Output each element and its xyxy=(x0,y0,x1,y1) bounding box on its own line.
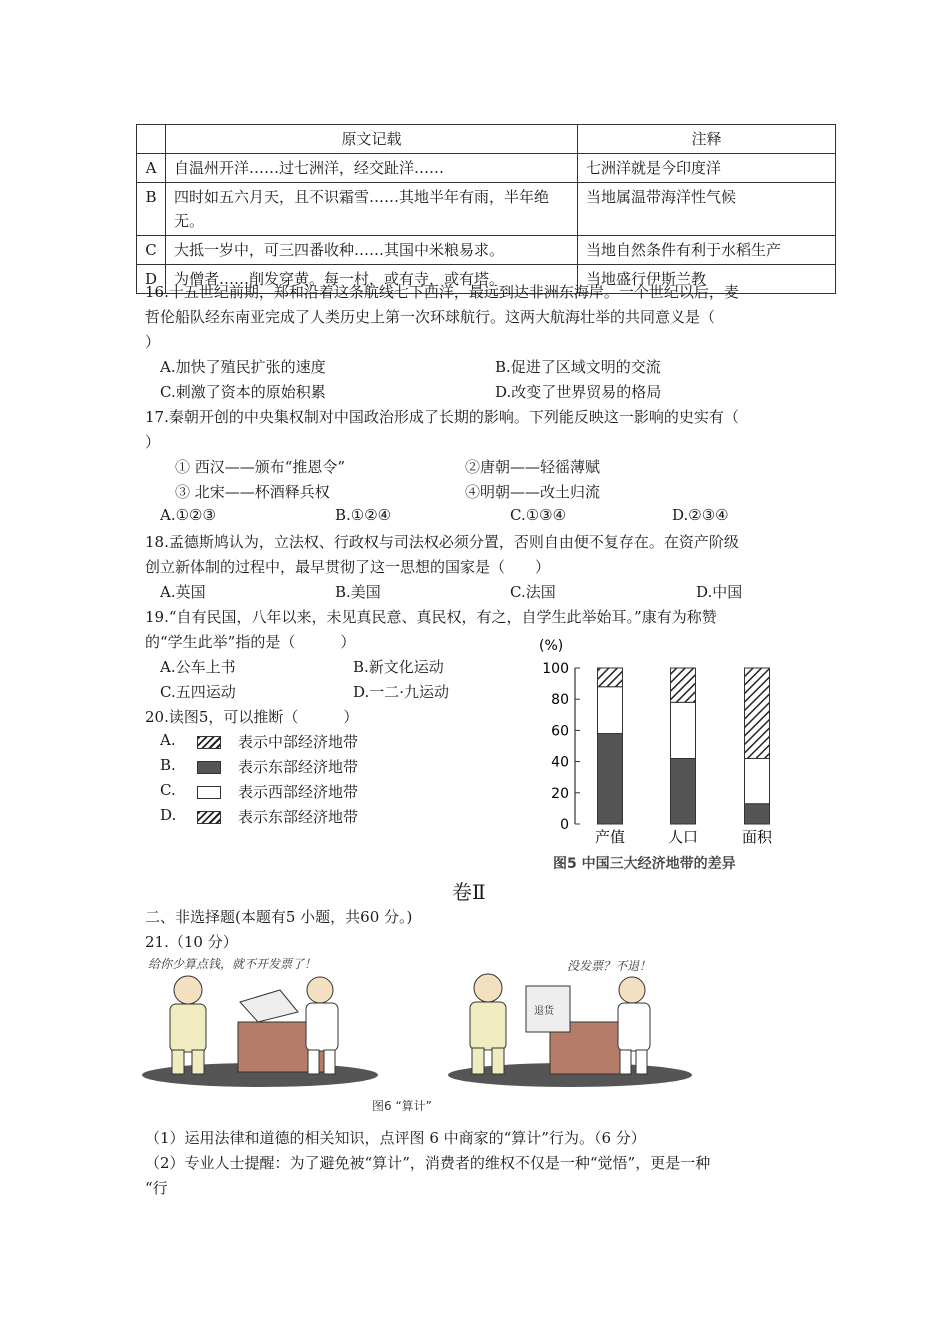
q17-item-3: ③ 北宋——杯酒释兵权 xyxy=(175,483,330,501)
legend-blank-swatch xyxy=(197,786,221,799)
x-category-label: 人口 xyxy=(667,828,699,846)
section-heading: 二、非选择题(本题有5 小题，共60 分。) xyxy=(145,908,413,926)
row-text: 大抵一岁中，可三四番收种……其国中米粮易求。 xyxy=(166,236,578,265)
table-row xyxy=(137,154,836,183)
left-speech-caption: 给你少算点钱，就不开发票了！ xyxy=(148,957,317,971)
q20-b-text: 表示东部经济地带 xyxy=(238,758,359,776)
y-tick-label: 100 xyxy=(542,661,569,677)
y-tick-label: 20 xyxy=(551,785,569,802)
q20-d-text: 表示东部经济地带 xyxy=(238,808,359,826)
q17-stem-line1: 17.秦朝开创的中央集权制对中国政治形成了长期的影响。下列能反映这一影响的史实有（ xyxy=(145,408,739,426)
q17-option-b: B.①②④ xyxy=(335,506,392,524)
bar-segment xyxy=(598,668,623,687)
bar-segment xyxy=(671,702,696,758)
bar-segment xyxy=(671,668,696,702)
q17-option-d: D.②③④ xyxy=(672,506,729,524)
q19-option-a: A.公车上书 xyxy=(160,658,236,676)
row-note: 当地自然条件有利于水稻生产 xyxy=(578,236,836,265)
q17-item-1: ① 西汉——颁布“推恩令” xyxy=(175,458,346,476)
x-category-label: 面积 xyxy=(741,828,773,846)
q16-stem-line2: 哲伦船队经东南亚完成了人类历史上第一次环球航行。这两大航海壮举的共同意义是（ xyxy=(145,308,716,326)
q20-a-text: 表示中部经济地带 xyxy=(238,733,359,751)
q19-stem-line2: 的“学生此举”指的是（ ） xyxy=(145,633,356,651)
row-note: 当地属温带海洋性气候 xyxy=(578,183,836,236)
q19-stem-line1: 19.“自有民国，八年以来，未见真民意、真民权，有之，自学生此举始耳。”康有为称赞 xyxy=(145,608,717,626)
right-scene-illustration xyxy=(448,974,692,1087)
y-tick-label: 80 xyxy=(551,692,569,709)
q21-sub2-line1: （2）专业人士提醒：为了避免被“算计”，消费者的维权不仅是一种“觉悟”，更是一种 xyxy=(145,1154,711,1172)
legend-solid-swatch xyxy=(197,761,221,774)
q20-d-letter: D. xyxy=(160,806,177,824)
q19-option-c: C.五四运动 xyxy=(160,683,236,701)
figure-caption: 图6 “算计” xyxy=(372,1099,432,1113)
stacked-bar-chart xyxy=(525,632,825,880)
table-header-blank xyxy=(137,125,166,154)
row-text: 四时如五六月天，且不识霜雪……其地半年有雨，半年绝无。 xyxy=(166,183,578,236)
q17-stem-line2: ） xyxy=(145,433,161,451)
bar-segment xyxy=(745,758,770,803)
q18-stem-line1: 18.孟德斯鸠认为，立法权、行政权与司法权必须分置，否则自由便不复存在。在资产阶级 xyxy=(145,533,739,551)
q17-item-2: ②唐朝——轻徭薄赋 xyxy=(465,458,601,476)
q21-sub2-line2: “行 xyxy=(145,1179,168,1197)
q18-stem-line2: 创立新体制的过程中，最早贯彻了这一思想的国家是（ ） xyxy=(145,558,551,576)
row-text: 自温州开洋……过七洲洋，经交趾洋…… xyxy=(166,154,578,183)
q18-option-b: B.美国 xyxy=(335,583,381,601)
row-label: C xyxy=(137,236,166,265)
q20-c-text: 表示西部经济地带 xyxy=(238,783,359,801)
q17-item-4: ④明朝——改土归流 xyxy=(465,483,601,501)
y-axis-label: (%) xyxy=(539,638,564,654)
y-tick-label: 0 xyxy=(560,817,569,833)
right-speech-caption: 没发票？不退！ xyxy=(567,959,652,973)
bar-segment xyxy=(598,734,623,824)
x-category-label: 产值 xyxy=(594,828,626,846)
row-note: 当地盛行伊斯兰教 xyxy=(578,265,836,294)
table-header-row xyxy=(137,125,836,154)
section-title: 卷Ⅱ xyxy=(452,880,486,904)
q20-stem: 20.读图5，可以推断（ ） xyxy=(145,708,359,726)
legend-hatched-swatch xyxy=(197,811,221,824)
q18-option-a: A.英国 xyxy=(160,583,206,601)
q21-title: 21.（10 分） xyxy=(145,933,238,951)
table-header-note: 注释 xyxy=(578,125,836,154)
y-tick-label: 40 xyxy=(551,754,569,771)
q16-option-d: D.改变了世界贸易的格局 xyxy=(495,383,662,401)
q20-c-letter: C. xyxy=(160,781,176,799)
q18-option-c: C.法国 xyxy=(510,583,556,601)
q19-option-d: D.一二·九运动 xyxy=(353,683,450,701)
q16-option-c: C.刺激了资本的原始积累 xyxy=(160,383,326,401)
chart-title: 图5 中国三大经济地带的差异 xyxy=(553,856,736,872)
q17-option-a: A.①②③ xyxy=(160,506,216,524)
q16-stem-line3: ） xyxy=(145,333,161,351)
row-label: D xyxy=(137,265,166,294)
y-tick-label: 60 xyxy=(551,723,569,740)
q20-a-letter: A. xyxy=(160,731,176,749)
row-note: 七洲洋就是今印度洋 xyxy=(578,154,836,183)
q17-option-c: C.①③④ xyxy=(510,506,567,524)
bar-segment xyxy=(745,804,770,824)
row-label: A xyxy=(137,154,166,183)
q19-option-b: B.新文化运动 xyxy=(353,658,444,676)
q16-option-b: B.促进了区域文明的交流 xyxy=(495,358,661,376)
legend-hatched-swatch xyxy=(197,736,221,749)
bar-segment xyxy=(598,687,623,734)
table-row xyxy=(137,183,836,236)
bar-segment xyxy=(745,668,770,758)
q16-option-a: A.加快了殖民扩张的速度 xyxy=(160,358,326,376)
q18-option-d: D.中国 xyxy=(696,583,743,601)
bar-segment xyxy=(671,758,696,824)
left-scene-illustration xyxy=(142,976,378,1087)
table-header-record: 原文记载 xyxy=(166,125,578,154)
row-text: 为僧者……削发穿黄。每一村，或有寺，或有塔。 xyxy=(166,265,578,294)
row-label: B xyxy=(137,183,166,236)
cartoon-figure-6 xyxy=(140,950,700,1125)
q16-stem-line1: 16.十五世纪前期，郑和沿着这条航线七下西洋，最远到达非洲东海岸。一个世纪以后，麦 xyxy=(145,283,739,301)
comparison-table xyxy=(136,124,836,294)
box-label: 退货 xyxy=(534,1006,554,1017)
q20-b-letter: B. xyxy=(160,756,176,774)
table-row xyxy=(137,236,836,265)
q21-sub1: （1）运用法律和道德的相关知识，点评图 6 中商家的“算计”行为。（6 分） xyxy=(145,1129,646,1147)
